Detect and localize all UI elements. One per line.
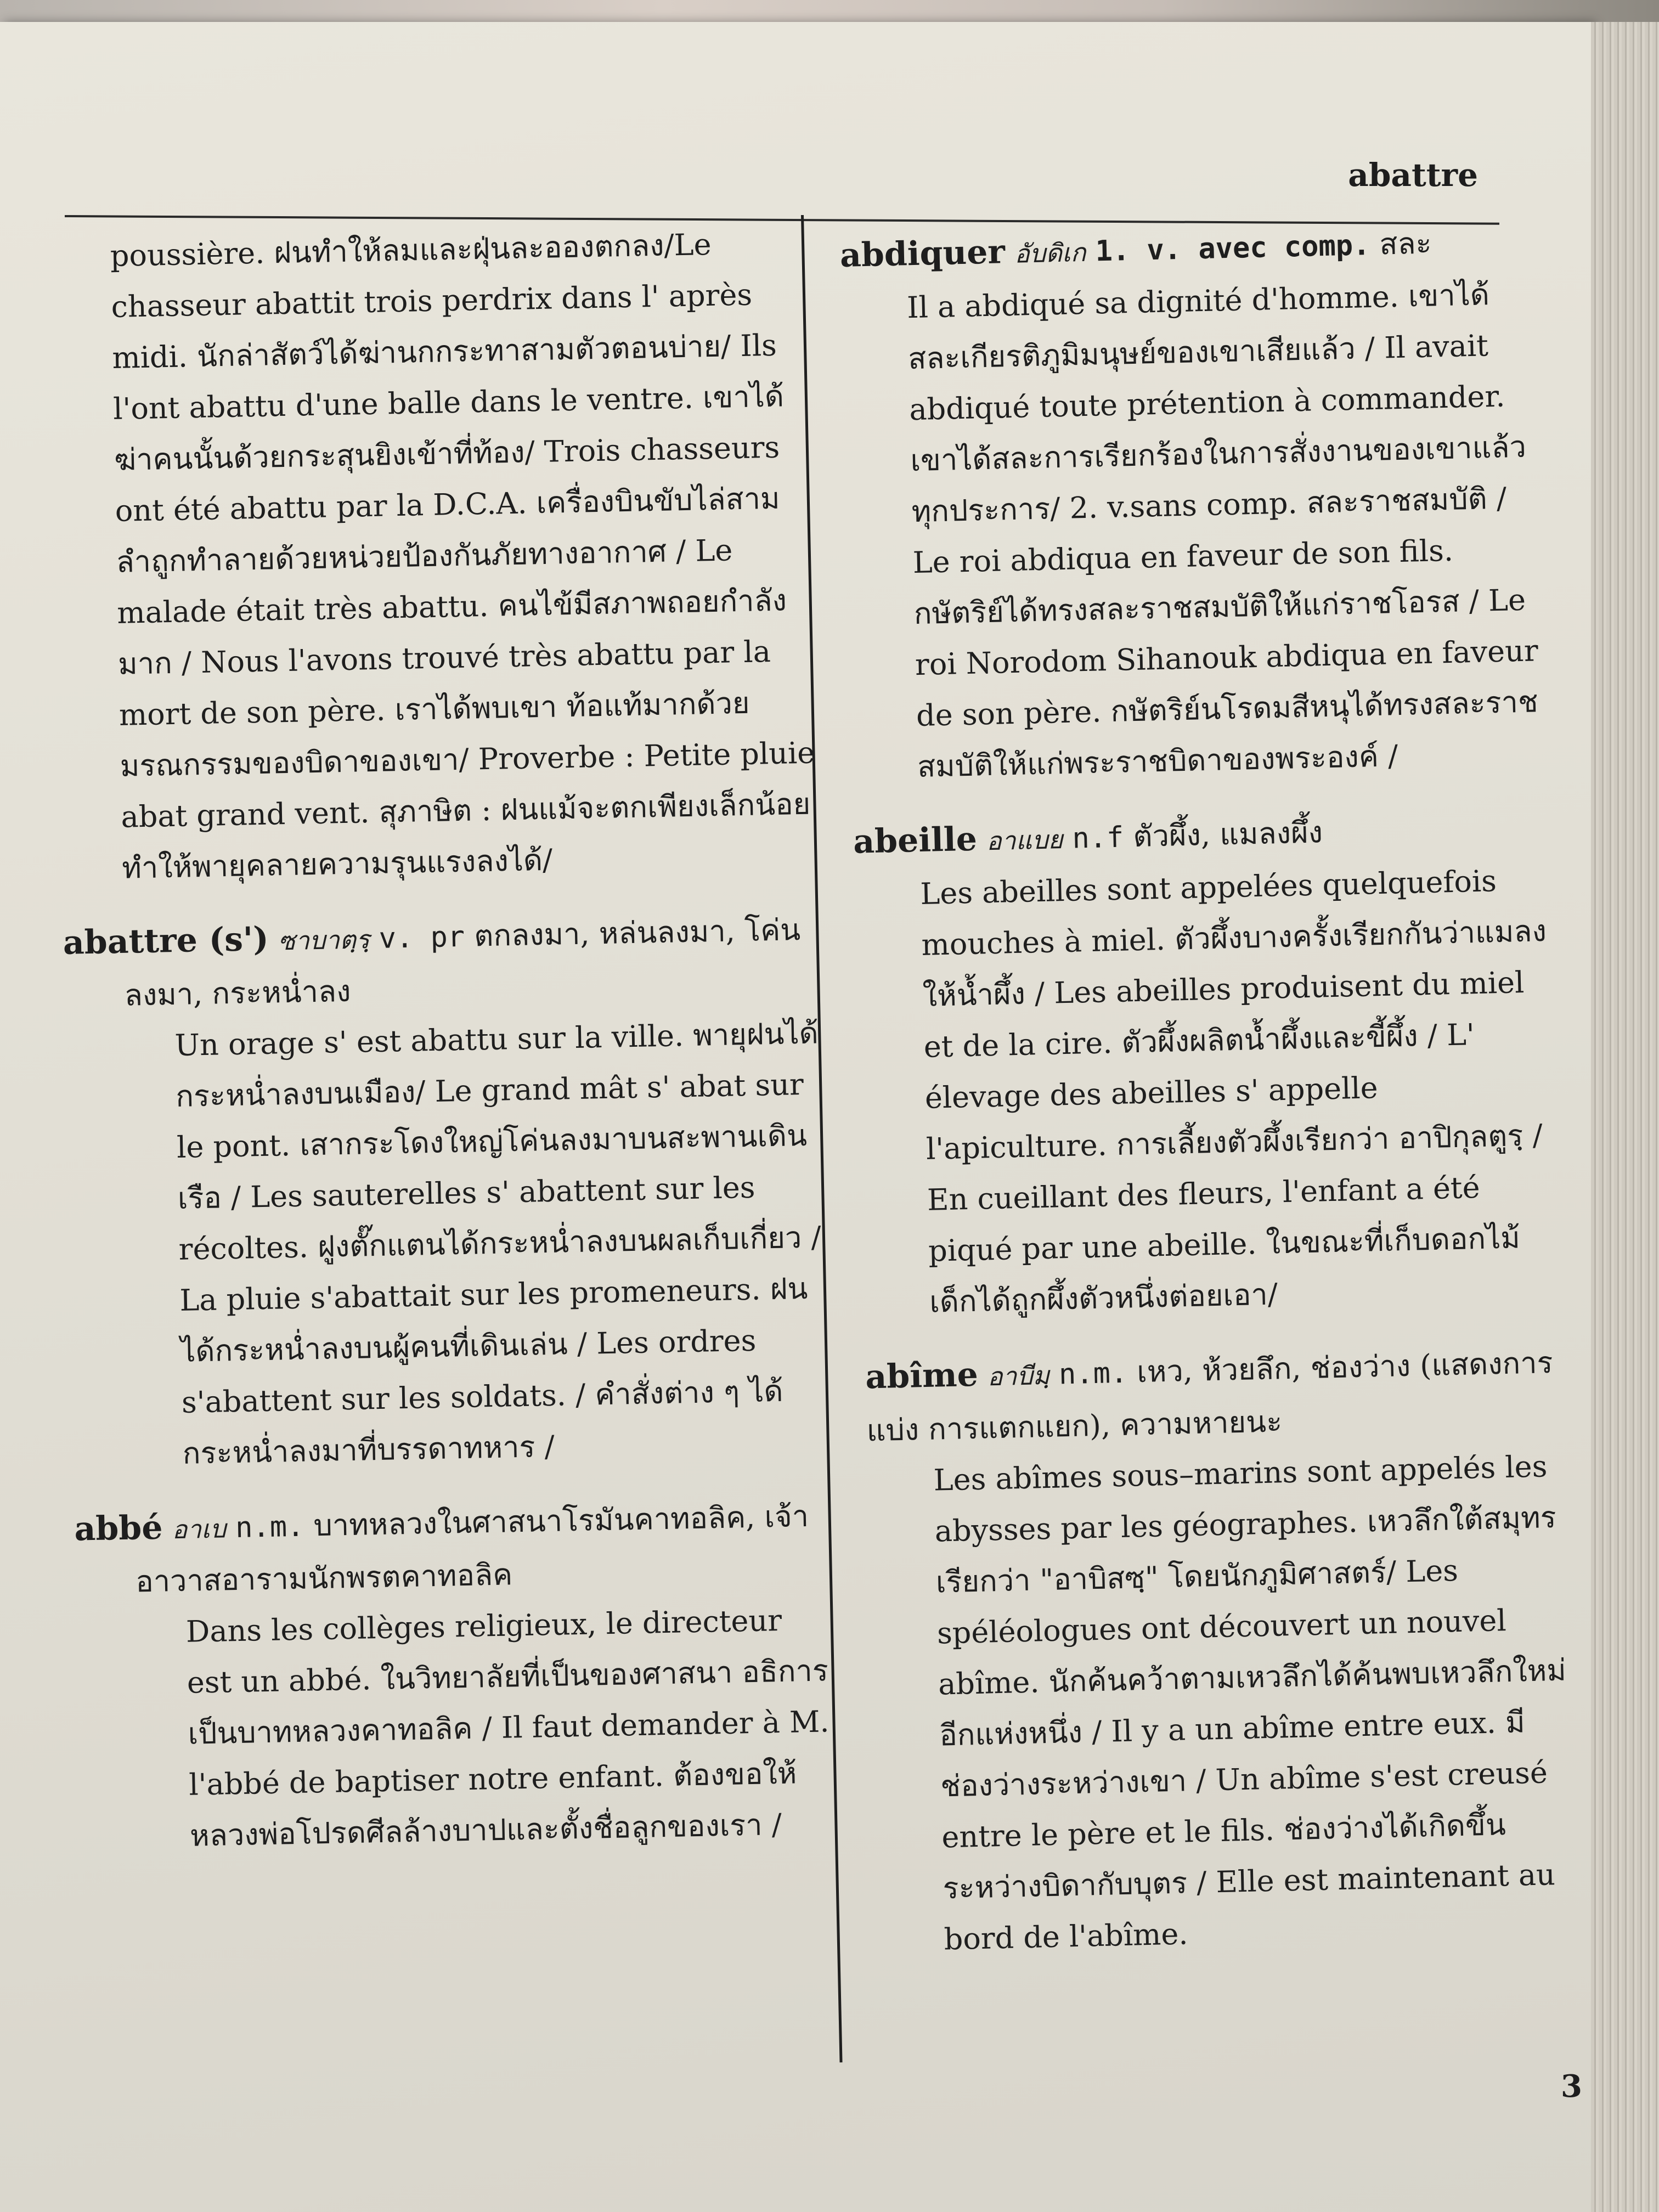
- dictionary-entry: [853, 801, 1561, 1329]
- examples: Il a abdiqué sa dignité d'homme. เขาได้สละเกียรติภูมิมนุษย์ของเขาเสียแล้ว / Il avait abdiqué toute prétention à commander. เขาได้สละการเรียกร้องในการสั่งงานของเขาแล้วทุกประการ/ 2. v.sans comp. สละราชสมบัติ / Le roi abdiqua en faveur de son fils. กษัตริย์ได้ทรงสละราชสมบัติให้แก่ราชโอรส / Le roi Norodom Sihanouk abdiqua en faveur de son père. กษัตริย์นโรดมสีหนุได้ทรงสละราชสมบัติให้แก่พระราชบิดาของพระองค์ /: [906, 277, 1539, 785]
- part-of-speech: 1. v. avec comp.: [1094, 229, 1371, 268]
- examples: Un orage s' est abattu sur la ville. พายุฝนได้กระหน่ำลงบนเมือง/ Le grand mât s' abat sur le pont. เสากระโดงใหญ่โค่นลงมาบนสะพานเดินเรือ / Les sauterelles s' abattent sur les récoltes. ฝูงตั๊กแตนได้กระหน่ำลงบนผลเก็บเกี่ยว / La pluie s'abattait sur les promeneurs. ฝนได้กระหน่ำลงบนผู้คนที่เดินเล่น / Les ordres s'abattent sur les soldats. / คำสั่งต่าง ๆ ได้กระหน่ำลงมาที่บรรดาทหาร /: [174, 1015, 822, 1471]
- definition: ตัวผึ้ง, แมลงผึ้ง: [1132, 815, 1323, 854]
- definition: สละ: [1379, 225, 1432, 262]
- pronunciation: อาเบ: [172, 1514, 227, 1545]
- pronunciation: ซาบาตฺรฺ: [278, 924, 370, 956]
- pronunciation: อับดิเก: [1014, 237, 1087, 269]
- book-page-edges: [1591, 22, 1659, 2212]
- dictionary-entry: [865, 1336, 1575, 1967]
- pronunciation: อาแบย: [986, 825, 1063, 856]
- headword: abeille: [853, 820, 978, 861]
- headword: abdiquer: [839, 233, 1006, 275]
- dictionary-entry: [74, 1489, 838, 1862]
- continuation-text: poussière. ฝนทำให้ลมและฝุ่นละอองตกลง/Le chasseur abattit trois perdrix dans l' après midi. นักล่าสัตว์ได้ฆ่านกกระทาสามตัวตอนบ่าย/ Ils l'ont abattu d'une balle dans le ventre. เขาได้ฆ่าคนนั้นด้วยกระสุนยิงเข้าที่ท้อง/ Trois chasseurs ont été abattu par la D.C.A. เครื่องบินขับไล่สามลำถูกทำลายด้วยหน่วยป้องกันภัยทางอากาศ / Le malade était très abattu. คนไข้มีสภาพถอยกำลังมาก / Nous l'avons trouvé très abattu par la mort de son père. เราได้พบเขา ท้อแท้มากด้วยมรณกรรมของบิดาของเขา/ Proverbe : Petite pluie abat grand vent. สุภาษิต : ฝนแม้จะตกเพียงเล็กน้อย ทำให้พายุคลายความรุนแรงลงได้/: [110, 227, 815, 885]
- dictionary-entry: [63, 903, 830, 1480]
- part-of-speech: n.m.: [235, 1510, 304, 1545]
- pronunciation: อาบีมฺ: [987, 1360, 1050, 1392]
- part-of-speech: n.f: [1071, 821, 1125, 855]
- headword: abîme: [865, 1355, 979, 1397]
- left-column: [63, 217, 838, 1886]
- part-of-speech: n.m.: [1058, 1356, 1128, 1391]
- examples: Les abeilles sont appelées quelquefois mouches à miel. ตัวผึ้งบางครั้งเรียกกันว่าแมลงให้น้ำผึ้ง / Les abeilles produisent du miel et de la cire. ตัวผึ้งผลิตน้ำผึ้งและขี้ผึ้ง / L' élevage des abeilles s' appelle l'apiculture. การเลี้ยงตัวผึ้งเรียกว่า อาปิกุลตูรฺ / En cueillant des fleurs, l'enfant a été piqué par une abeille. ในขณะที่เก็บดอกไม้ เด็กได้ถูกผึ้งตัวหนึ่งต่อยเอา/: [919, 864, 1547, 1319]
- page-number: 3: [1561, 2068, 1582, 2104]
- continued-entry: [110, 217, 819, 894]
- definition: เหว, ห้วยลึก, ช่องว่าง (แสดงการแบ่ง การแตกแยก), ความหายนะ: [866, 1345, 1554, 1448]
- part-of-speech: v. pr: [379, 920, 465, 955]
- examples: Dans les collèges religieux, le directeur est un abbé. ในวิทยาลัยที่เป็นของศาสนา อธิการเป็นบาทหลวงคาทอลิค / Il faut demander à M. l'abbé de baptiser notre enfant. ต้องขอให้หลวงพ่อโปรดศีลล้างบาปและตั้งชื่อลูกของเรา /: [185, 1602, 830, 1853]
- dictionary-entry: [839, 215, 1549, 794]
- headword: abbé: [74, 1508, 163, 1549]
- definition: ตกลงมา, หล่นลงมา, โค่นลงมา, กระหน่ำลง: [124, 912, 801, 1013]
- definition: บาทหลวงในศาสนาโรมันคาทอลิค, เจ้าอาวาสอารามนักพรตคาทอลิค: [135, 1498, 809, 1599]
- headword: abattre (s'): [63, 919, 269, 962]
- running-head: abattre: [1348, 156, 1478, 194]
- examples: Les abîmes sous–marins sont appelés les abysses par les géographes. เหวลึกใต้สมุทรเรียกว่า "อาบิสซฺ" โดยนักภูมิศาสตร์/ Les spéléologues ont découvert un nouvel abîme. นักค้นคว้าตามเหวลึกได้ค้นพบเหวลึกใหม่อีกแห่งหนึ่ง / Il y a un abîme entre eux. มีช่องว่างระหว่างเขา / Un abîme s'est creusé entre le père et le fils. ช่องว่างได้เกิดขึ้นระหว่างบิดากับบุตร / Elle est maintenant au bord de l'abîme.: [933, 1449, 1567, 1957]
- right-column: [839, 215, 1576, 1989]
